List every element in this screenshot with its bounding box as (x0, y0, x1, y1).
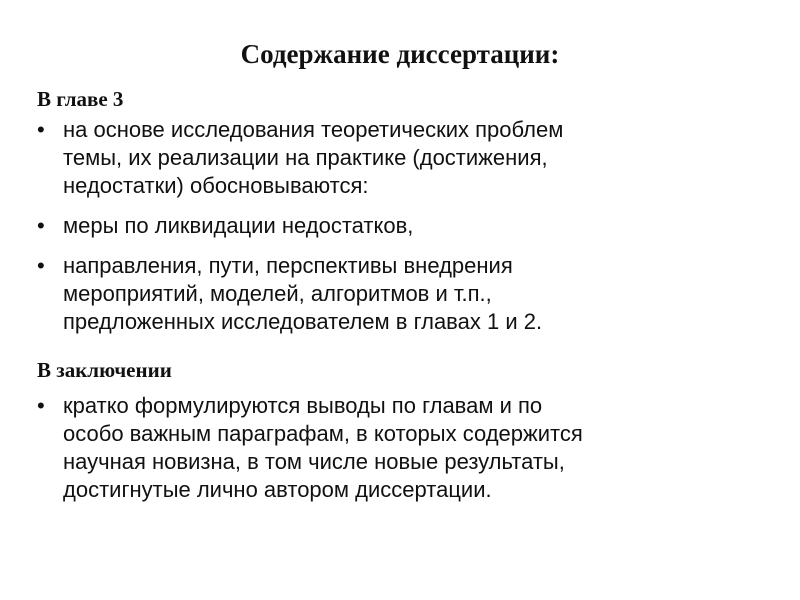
list-item-line: мероприятий, моделей, алгоритмов и т.п., (63, 281, 492, 306)
list-item-line: особо важным параграфам, в которых содержится (63, 421, 583, 446)
list-item (37, 392, 767, 504)
list-item-line: недостатки) обосновываются: (63, 173, 369, 198)
list-item (37, 212, 767, 240)
list-item-line: меры по ликвидации недостатков, (63, 213, 414, 238)
list-item-line: темы, их реализации на практике (достижения, (63, 145, 548, 170)
bullet-list-chapter-3 (37, 116, 767, 348)
list-item-line: достигнутые лично автором диссертации. (63, 477, 492, 502)
section-heading-chapter-3: В главе 3 (37, 87, 124, 111)
list-item-line: на основе исследования теоретических проблем (63, 117, 564, 142)
bullet-icon: • (37, 393, 45, 418)
list-item-line: кратко формулируются выводы по главам и по (63, 393, 543, 418)
bullet-icon: • (37, 213, 45, 238)
bullet-icon: • (37, 253, 45, 278)
list-item (37, 252, 767, 336)
list-item (37, 116, 767, 200)
bullet-icon: • (37, 117, 45, 142)
bullet-list-conclusion (37, 392, 767, 516)
section-heading-conclusion: В заключении (37, 358, 172, 382)
list-item-line: направления, пути, перспективы внедрения (63, 253, 513, 278)
list-item-line: научная новизна, в том числе новые результаты, (63, 449, 565, 474)
list-item-line: предложенных исследователем в главах 1 и 2. (63, 309, 543, 334)
slide-title: Содержание диссертации: (240, 39, 560, 69)
